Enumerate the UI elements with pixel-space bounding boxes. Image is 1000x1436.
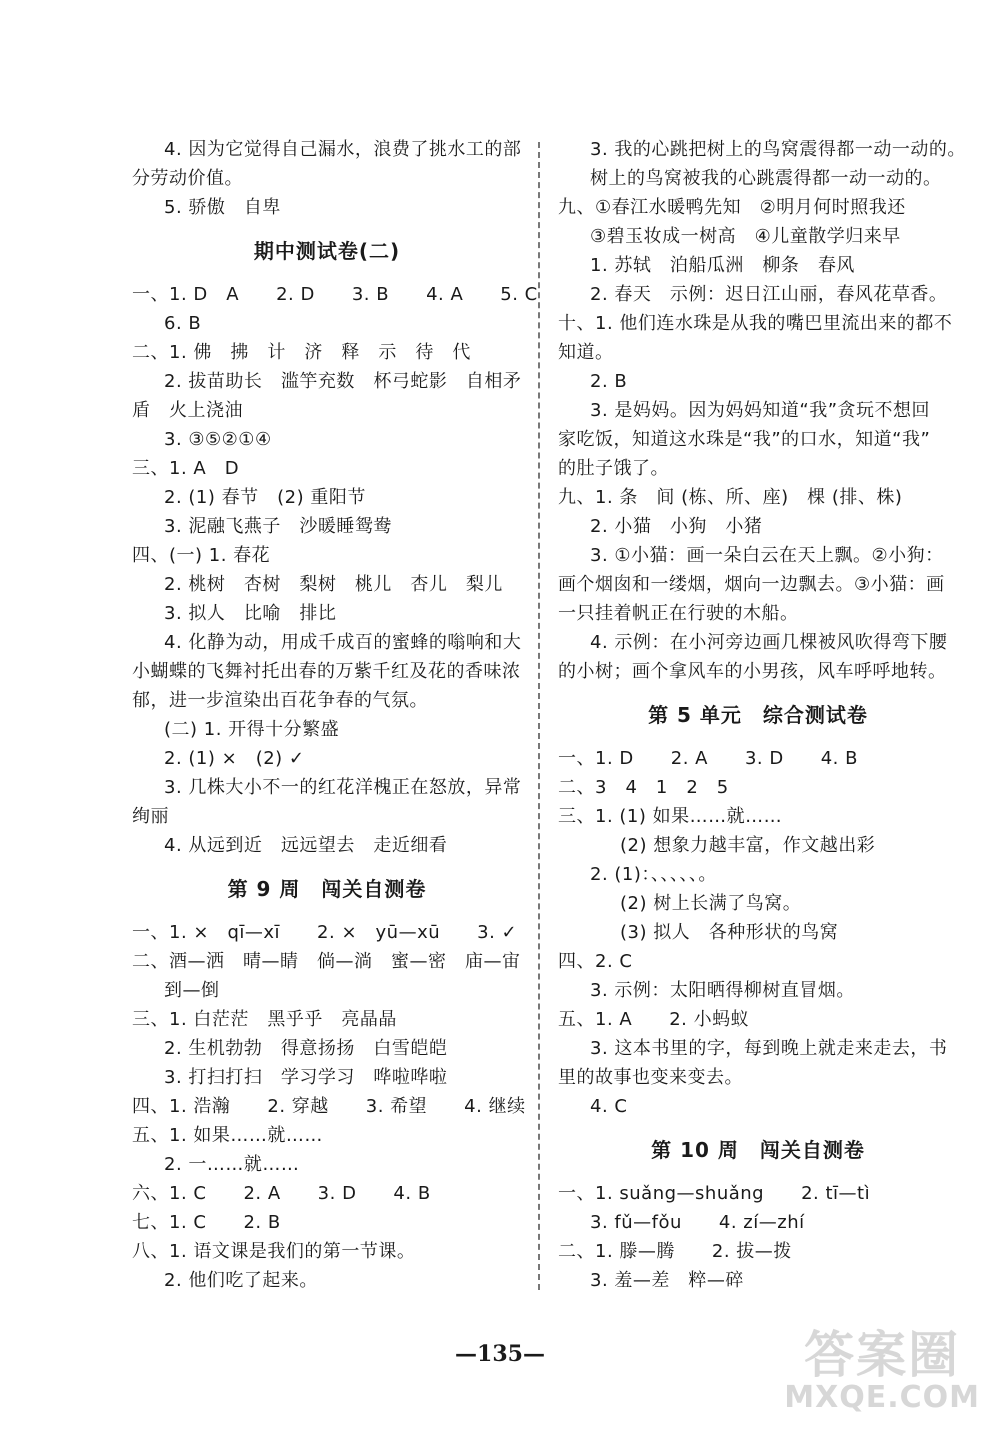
- answer-line: 四、2. C: [558, 951, 633, 972]
- answer-line: 里的故事也变来变去。: [558, 1067, 743, 1088]
- answer-line: 2. B: [590, 371, 628, 392]
- answer-line: 4. 示例：在小河旁边画几棵被风吹得弯下腰: [590, 632, 948, 653]
- column-divider: [538, 142, 540, 1290]
- answer-line: 三、1. 白茫茫 黑乎乎 亮晶晶: [132, 1009, 397, 1030]
- answer-line: 2. (1) × (2) ✓: [164, 748, 305, 769]
- answer-line: 2. (1) 春节 (2) 重阳节: [164, 487, 366, 508]
- section-heading: 第 9 周 闯关自测卷: [227, 877, 427, 901]
- answer-line: 一只挂着帆正在行驶的木船。: [558, 603, 799, 624]
- answer-line: (2) 想象力越丰富，作文越出彩: [620, 835, 876, 856]
- answer-line: 3. 泥融飞燕子 沙暖睡鸳鸯: [164, 516, 392, 537]
- answer-line: 3. 是妈妈。因为妈妈知道“我”贪玩不想回: [590, 400, 931, 421]
- answer-line: 3. 我的心跳把树上的鸟窝震得都一动一动的。: [590, 139, 966, 160]
- answer-line: 2. 小猫 小狗 小猪: [590, 516, 763, 537]
- answer-line: 十、1. 他们连水珠是从我的嘴巴里流出来的都不: [558, 313, 953, 334]
- answer-line: 绚丽: [132, 806, 169, 827]
- answer-line: 3. ①小猫：画一朵白云在天上飘。②小狗：: [590, 545, 944, 566]
- right-column: [558, 135, 966, 1295]
- answer-line: 三、1. A D: [132, 458, 240, 479]
- answer-line: 2. 拔苗助长 滥竽充数 杯弓蛇影 自相矛: [164, 371, 522, 392]
- answer-line: 3. 示例：太阳晒得柳树直冒烟。: [590, 980, 855, 1001]
- answer-line: 的肚子饿了。: [558, 458, 669, 479]
- section-heading: 第 5 单元 综合测试卷: [648, 703, 868, 727]
- watermark-url: MXQE.COM: [784, 1380, 980, 1415]
- answer-line: 2. 一……就……: [164, 1154, 300, 1175]
- answer-line: 二、1. 滕—腾 2. 拔—拨: [558, 1241, 792, 1262]
- section-heading: 期中测试卷(二): [253, 239, 401, 263]
- answer-line: 3. 几株大小不一的红花洋槐正在怒放，异常: [164, 777, 522, 798]
- answer-line: 七、1. C 2. B: [132, 1212, 281, 1233]
- answer-line: 3. 羞—差 粹—碎: [590, 1270, 744, 1291]
- answer-line: 小蝴蝶的飞舞衬托出春的万紫千红及花的香味浓: [132, 661, 521, 682]
- answer-line: 2. 春天 示例：迟日江山丽，春风花草香。: [590, 284, 948, 305]
- answer-line: 3. 打扫打扫 学习学习 哗啦哗啦: [164, 1067, 448, 1088]
- answer-line: 分劳动价值。: [132, 168, 243, 189]
- answer-line: 4. 化静为动，用成千成百的蜜蜂的嗡响和大: [164, 632, 522, 653]
- answer-line: 一、1. × qī—xī 2. × yū—xū 3. ✓: [132, 922, 518, 943]
- answer-line: 3. ③⑤②①④: [164, 429, 272, 450]
- answer-line: 2. 生机勃勃 得意扬扬 白雪皑皑: [164, 1038, 448, 1059]
- answer-line: 到—倒: [164, 980, 220, 1001]
- answer-line: 九、①春江水暖鸭先知 ②明月何时照我还: [558, 197, 906, 218]
- answer-line: ③碧玉妆成一树高 ④儿童散学归来早: [590, 226, 901, 247]
- answer-line: 二、3 4 1 2 5: [558, 777, 729, 798]
- answer-line: 郁，进一步渲染出百花争春的气氛。: [132, 690, 428, 711]
- answer-line: 二、1. 佛 拂 计 济 释 示 待 代: [132, 342, 471, 363]
- page-number: —135—: [455, 1341, 545, 1367]
- answer-line: 2. 他们吃了起来。: [164, 1270, 318, 1291]
- answer-line: 家吃饭，知道这水珠是“我”的口水，知道“我”: [558, 429, 931, 450]
- answer-line: 三、1. (1) 如果……就……: [558, 806, 783, 827]
- answer-line: 2. 桃树 杏树 梨树 桃儿 杏儿 梨儿: [164, 574, 503, 595]
- answer-line: 四、(一) 1. 春花: [132, 545, 271, 566]
- answer-line: 二、酒—洒 晴—睛 倘—淌 蜜—密 庙—宙: [132, 951, 521, 972]
- section-heading: 第 10 周 闯关自测卷: [651, 1138, 865, 1162]
- answer-line: (二) 1. 开得十分繁盛: [164, 719, 340, 740]
- answer-line: 4. C: [590, 1096, 628, 1117]
- answer-line: 6. B: [164, 313, 202, 334]
- answer-line: (3) 拟人 各种形状的鸟窝: [620, 922, 839, 943]
- watermark-logo: [784, 1328, 980, 1414]
- answer-line: 2. (1)：、、、、、。: [590, 864, 717, 885]
- left-column: [132, 135, 538, 1295]
- answer-line: 树上的鸟窝被我的心跳震得都一动一动的。: [590, 168, 942, 189]
- answer-line: 一、1. suǎng—shuǎng 2. tī—tì: [558, 1183, 871, 1204]
- answer-line: 九、1. 条 间 (栋、所、座) 棵 (排、株): [558, 487, 903, 508]
- answer-line: 一、1. D A 2. D 3. B 4. A 5. C: [132, 284, 538, 305]
- answer-line: (2) 树上长满了鸟窝。: [620, 893, 802, 914]
- answer-line: 5. 骄傲 自卑: [164, 197, 281, 218]
- watermark-text: 答案圈: [804, 1326, 961, 1384]
- answer-line: 一、1. D 2. A 3. D 4. B: [558, 748, 858, 769]
- answer-line: 六、1. C 2. A 3. D 4. B: [132, 1183, 431, 1204]
- answer-line: 1. 苏轼 泊船瓜洲 柳条 春风: [590, 255, 855, 276]
- answer-line: 画个烟囱和一缕烟，烟向一边飘去。③小猫：画: [558, 574, 945, 595]
- answer-line: 五、1. A 2. 小蚂蚁: [558, 1009, 750, 1030]
- answer-line: 盾 火上浇油: [132, 400, 243, 421]
- answer-line: 的小树；画个拿风车的小男孩，风车呼呼地转。: [558, 661, 947, 682]
- answer-line: 3. fǔ—fǒu 4. zí—zhí: [590, 1212, 805, 1233]
- answer-line: 3. 这本书里的字，每到晚上就走来走去，书: [590, 1038, 948, 1059]
- answer-line: 3. 拟人 比喻 排比: [164, 603, 337, 624]
- answer-line: 四、1. 浩瀚 2. 穿越 3. 希望 4. 继续: [132, 1096, 526, 1117]
- answer-line: 知道。: [558, 342, 614, 363]
- answer-line: 4. 从远到近 远远望去 走近细看: [164, 835, 448, 856]
- answer-line: 五、1. 如果……就……: [132, 1125, 323, 1146]
- answer-line: 八、1. 语文课是我们的第一节课。: [132, 1241, 416, 1262]
- answer-line: 4. 因为它觉得自己漏水，浪费了挑水工的部: [164, 139, 522, 160]
